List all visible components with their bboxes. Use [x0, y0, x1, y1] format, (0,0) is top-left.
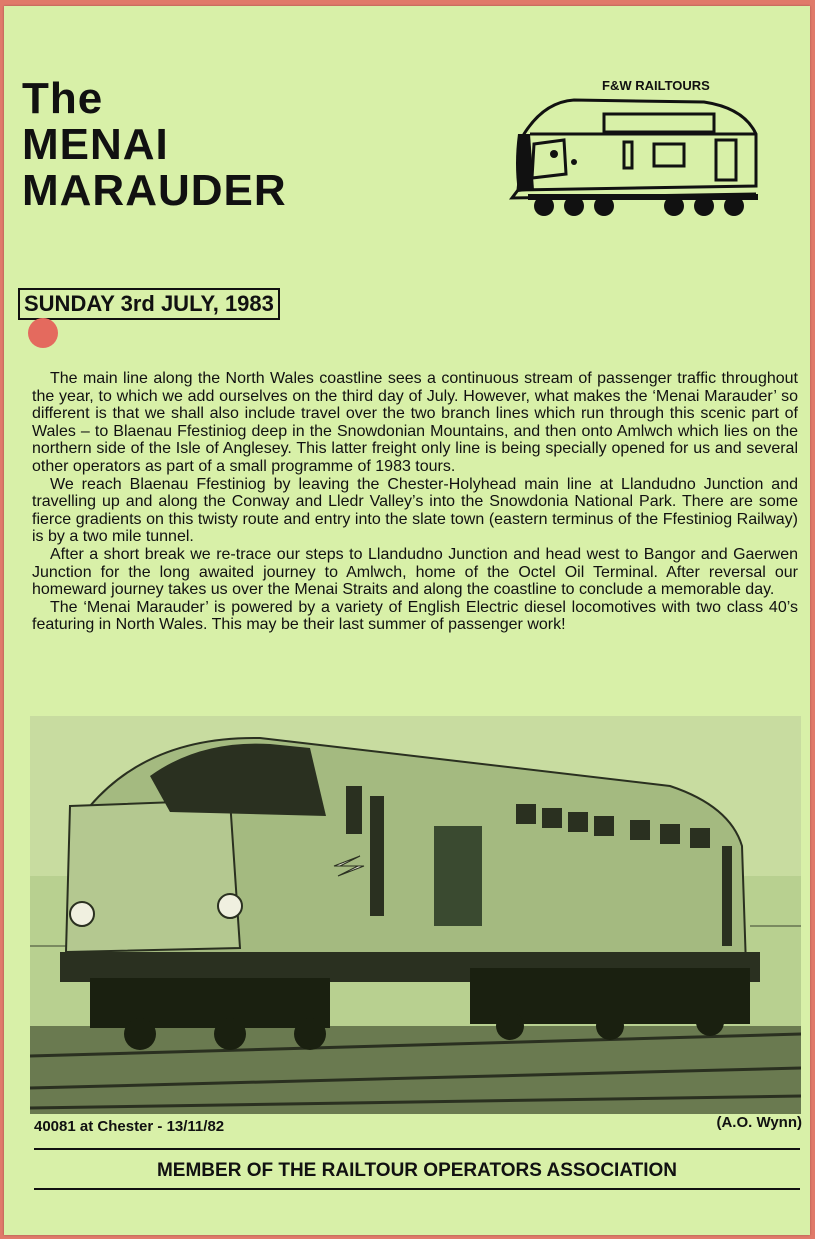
punch-hole: [28, 318, 58, 348]
title-line-3: MARAUDER: [22, 166, 287, 215]
paragraph: We reach Blaenau Ffestiniog by leaving the Chester-Holyhead main line at Llandudno Junction and travelling up and along the Conway and Lledr Valley’s into the Snowdonia National Park. There are some fierce gradients on this twisty route and entry into the slate town (eastern terminus of the Ffestiniog Railway) is by a two mile tunnel.: [32, 475, 798, 546]
photo-credit: (A.O. Wynn): [716, 1114, 802, 1131]
title-line-1: The: [22, 74, 104, 123]
tour-date: SUNDAY 3rd JULY, 1983: [18, 288, 280, 320]
locomotive-logo-sketch: [504, 94, 764, 234]
paragraph: The main line along the North Wales coastline sees a continuous stream of passenger traffic throughout the year, to which we add ourselves on the third day of July. However, what makes the ‘Menai Marauder’ so different is that we shall also include travel over the two branch lines which run through this scenic part of Wales – to Blaenau Ffestiniog deep in the Snowdonian Mountains, and then onto Amlwch which lies on the northern side of the Isle of Anglesey. This latter freight only line is being specially opened for us and several other operators as part of a small programme of 1983 tours.: [32, 370, 798, 475]
brand-name: F&W RAILTOURS: [602, 78, 710, 93]
photo-caption: 40081 at Chester - 13/11/82: [34, 1118, 225, 1135]
association-footer: MEMBER OF THE RAILTOUR OPERATORS ASSOCIATION: [156, 1160, 678, 1181]
title-line-2: MENAI: [22, 120, 169, 169]
tour-title: [22, 76, 287, 214]
divider: [34, 1148, 800, 1150]
locomotive-photo: [30, 716, 801, 1114]
paragraph: The ‘Menai Marauder’ is powered by a variety of English Electric diesel locomotives with two class 40’s featuring in North Wales. This may be their last summer of passenger work!: [32, 598, 798, 634]
leaflet-page: [4, 6, 810, 1235]
paragraph: After a short break we re-trace our steps to Llandudno Junction and head west to Bangor and Gaerwen Junction for the long awaited journey to Amlwch, home of the Octel Oil Terminal. After reversal our homeward journey takes us over the Menai Straits and along the coastline to conclude a memorable day.: [32, 545, 798, 599]
divider: [34, 1188, 800, 1190]
description-text: [32, 370, 798, 634]
